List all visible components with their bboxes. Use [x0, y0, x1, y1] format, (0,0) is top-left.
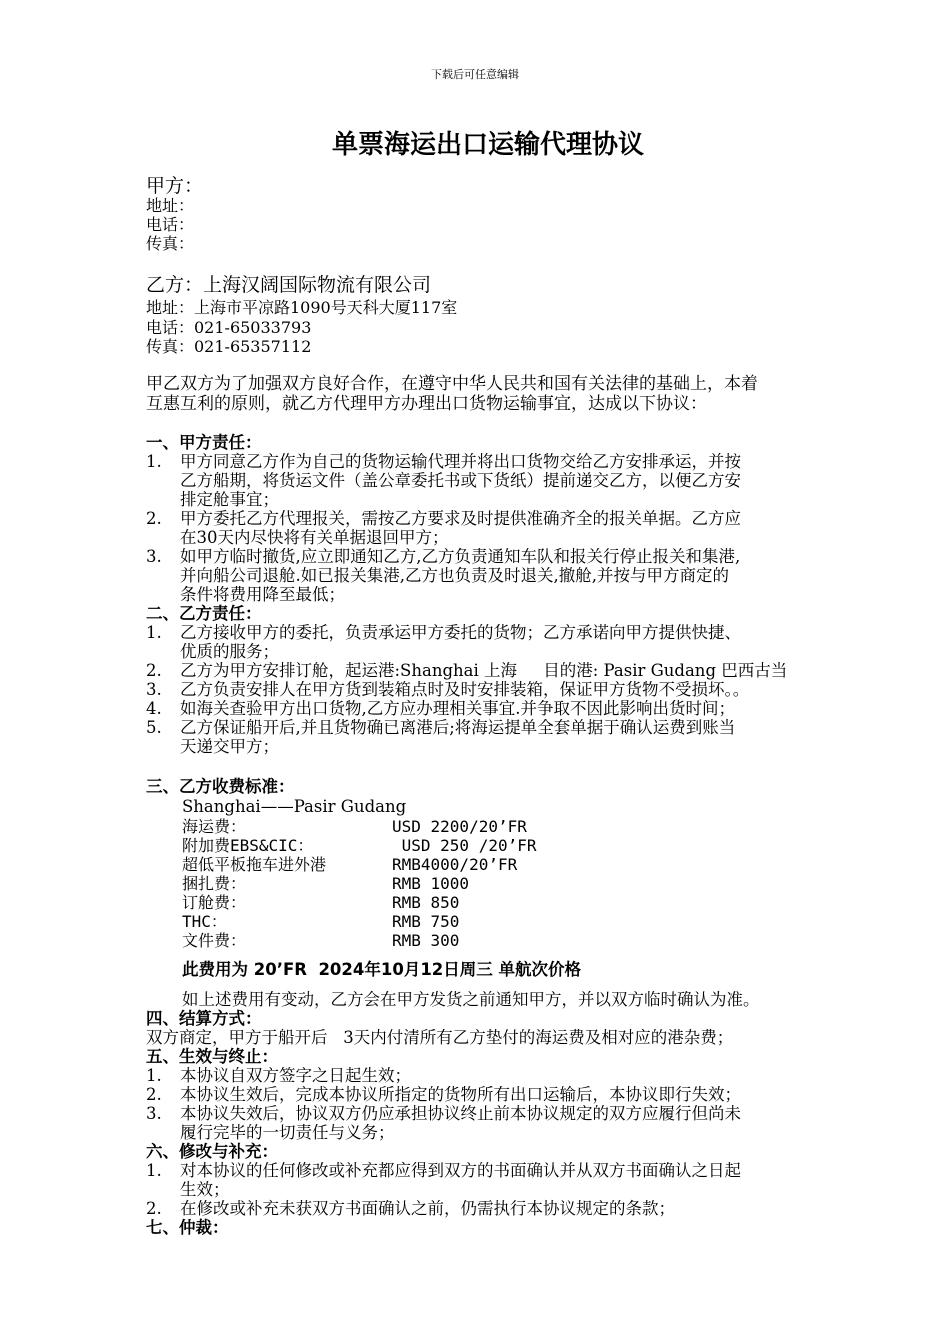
list-item: 1. 对本协议的任何修改或补充都应得到双方的书面确认并从双方书面确认之日起: [146, 1161, 741, 1180]
list-item: 3. 乙方负责安排人在甲方货到装箱点时及时安排装箱，保证甲方货物不受损坏。。: [146, 680, 750, 699]
party-b-phone: 电话：021-65033793: [146, 318, 312, 337]
list-item-cont: 履行完毕的一切责任与义务；: [180, 1123, 395, 1142]
list-item: 2. 在修改或补充未获双方书面确认之前，仍需执行本协议规定的条款；: [146, 1199, 675, 1218]
intro-line: 互惠互利的原则，就乙方代理甲方办理出口货物运输事宜，达成以下协议：: [146, 394, 707, 414]
document-title: 单票海运出口运输代理协议: [331, 130, 644, 160]
list-item: 4. 如海关查验甲方出口货物,乙方应办理相关事宜.并争取不因此影响出货时间；: [146, 699, 735, 718]
list-item: 5. 乙方保证船开后,并且货物确已离港后;将海运提单全套单据于确认运费到账当: [146, 718, 736, 737]
section-heading: 五、生效与终止：: [146, 1047, 278, 1066]
list-item-cont: 天递交甲方；: [180, 737, 279, 756]
list-item: 2. 甲方委托乙方代理报关，需按乙方要求及时提供准确齐全的报关单据。乙方应: [146, 509, 741, 528]
fee-label: 捆扎费：: [182, 874, 247, 893]
list-item-cont: 条件将费用降至最低；: [180, 585, 345, 604]
fee-label: 海运费：: [182, 817, 247, 836]
fee-label: 文件费：: [182, 931, 247, 950]
list-item: 1. 甲方同意乙方作为自己的货物运输代理并将出口货物交给乙方安排承运，并按: [146, 452, 741, 471]
fee-label: 超低平板拖车进外港: [182, 855, 327, 874]
party-b-fax: 传真：021-65357112: [146, 337, 312, 356]
list-item-cont: 优质的服务；: [180, 642, 279, 661]
fee-label: 订舱费：: [182, 893, 247, 912]
list-item: 3. 如甲方临时撤货,应立即通知乙方,乙方负责通知车队和报关行停止报关和集港,: [146, 547, 741, 566]
fee-label: 附加费EBS&CIC：: [182, 836, 314, 855]
section-heading: 六、修改与补充：: [146, 1142, 278, 1161]
party-b-label: 乙方：上海汉阔国际物流有限公司: [146, 274, 432, 296]
list-item: 1. 本协议自双方签字之日起生效；: [146, 1066, 411, 1085]
fee-label: THC：: [182, 912, 227, 931]
list-item-cont: 排定舱事宜；: [180, 490, 279, 509]
party-a-phone: 电话：: [146, 215, 195, 234]
section-heading: 一、甲方责任：: [146, 433, 262, 452]
fee-value: USD 2200/20’FR: [392, 817, 527, 836]
list-item-cont: 在30天内尽快将有关单据退回甲方；: [180, 528, 449, 547]
intro-line: 甲乙双方为了加强双方良好合作，在遵守中华人民共和国有关法律的基础上，本着: [146, 374, 758, 394]
settlement-text: 双方商定，甲方于船开后 3天内付清所有乙方垫付的海运费及相对应的港杂费；: [146, 1028, 734, 1047]
fee-value: RMB 300: [392, 931, 460, 950]
price-note: 此费用为 20’FR 2024年10月12日周三 单航次价格: [182, 960, 582, 979]
header-note: 下载后可任意编辑: [431, 68, 519, 81]
fee-value: RMB 1000: [392, 874, 470, 893]
change-note: 如上述费用有变动，乙方会在甲方发货之前通知甲方，并以双方临时确认为准。: [182, 990, 760, 1009]
section-heading: 二、乙方责任：: [146, 604, 262, 623]
fee-value: RMB 750: [392, 912, 460, 931]
list-item: 2. 乙方为甲方安排订舱，起运港:Shanghai 上海 目的港: Pasir Gudang 巴西古当: [146, 661, 788, 680]
list-item-cont: 乙方船期，将货运文件（盖公章委托书或下货纸）提前递交乙方，以便乙方安: [180, 471, 741, 490]
list-item-cont: 生效；: [180, 1180, 230, 1199]
party-a-address: 地址：: [146, 196, 195, 215]
fee-value: USD 250 /20’FR: [392, 836, 537, 855]
section-heading: 三、乙方收费标准：: [146, 777, 295, 796]
list-item: 1. 乙方接收甲方的委托，负责承运甲方委托的货物；乙方承诺向甲方提供快捷、: [146, 623, 741, 642]
section-heading: 七、仲裁：: [146, 1218, 229, 1237]
fee-value: RMB4000/20’FR: [392, 855, 518, 874]
list-item-cont: 并向船公司退舱.如已报关集港,乙方也负责及时退关,撤舱,并按与甲方商定的: [180, 566, 729, 585]
section-heading: 四、结算方式：: [146, 1009, 262, 1028]
list-item: 3. 本协议失效后，协议双方仍应承担协议终止前本协议规定的双方应履行但尚未: [146, 1104, 741, 1123]
party-a-fax: 传真：: [146, 234, 195, 253]
party-a-label: 甲方：: [146, 175, 204, 197]
party-b-address: 地址：上海市平凉路1090号天科大厦117室: [146, 298, 458, 317]
list-item: 2. 本协议生效后，完成本协议所指定的货物所有出口运输后，本协议即行失效；: [146, 1085, 741, 1104]
fee-value: RMB 850: [392, 893, 460, 912]
route-line: Shanghai——Pasir Gudang: [182, 797, 407, 816]
